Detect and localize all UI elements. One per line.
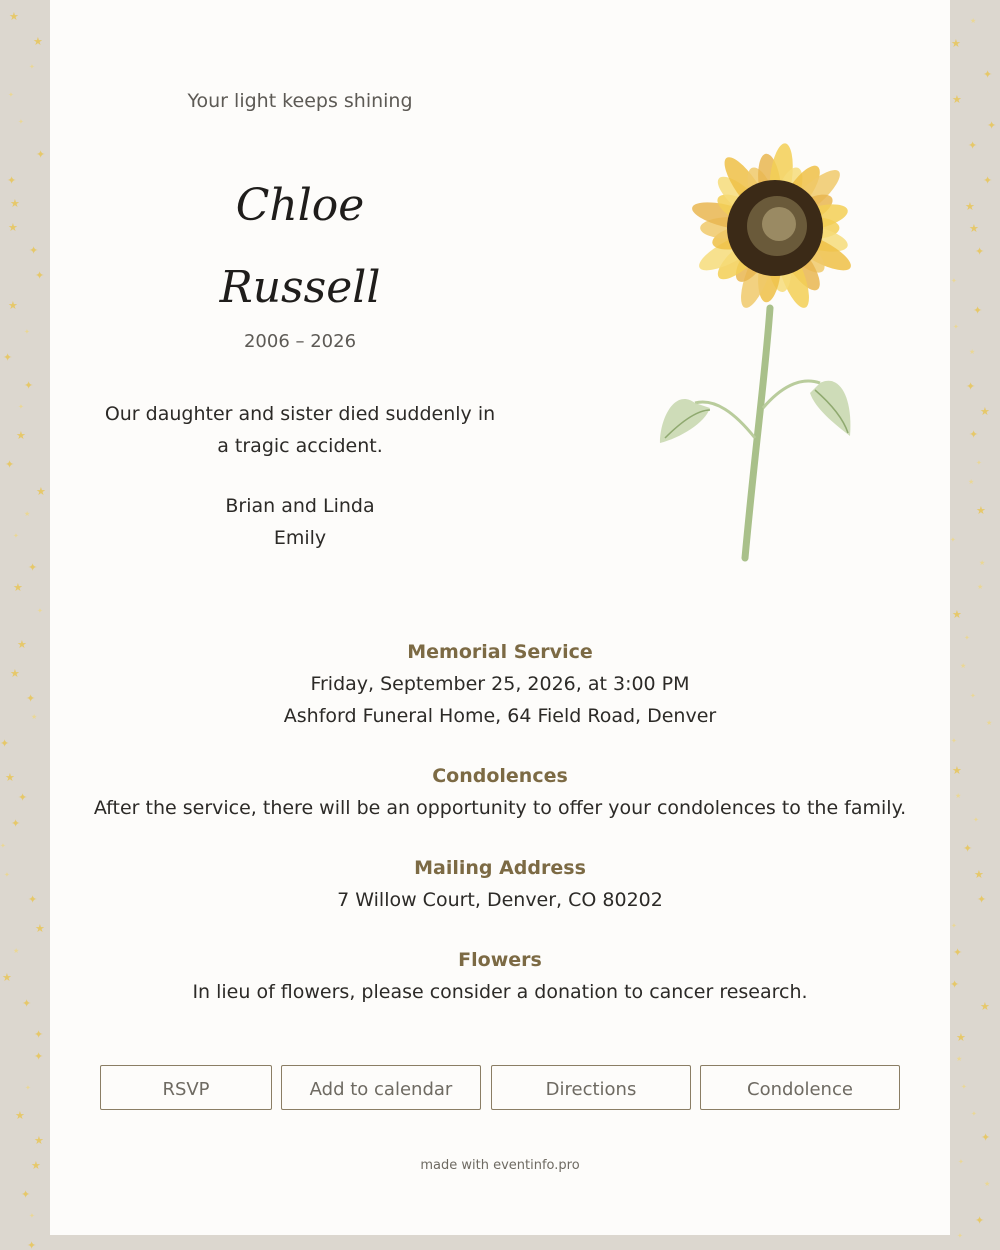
action-buttons: [50, 1065, 950, 1112]
last-name: Russell: [219, 262, 381, 313]
star-icon: ★: [5, 771, 15, 784]
add-to-calendar-button[interactable]: Add to calendar: [281, 1065, 481, 1110]
star-icon: ✦: [22, 997, 32, 1010]
star-icon: ★: [986, 719, 993, 727]
memorial-service-section: [50, 636, 950, 732]
rsvp-button[interactable]: RSVP: [100, 1065, 272, 1110]
condolences-title: Condolences: [432, 765, 568, 787]
star-icon: ✦: [25, 1084, 31, 1092]
star-icon: ★: [977, 583, 984, 591]
star-icon: ✦: [34, 1028, 44, 1041]
star-icon: ✦: [24, 328, 30, 336]
star-icon: ★: [970, 17, 977, 25]
star-icon: ✦: [953, 323, 959, 331]
star-icon: ★: [960, 662, 967, 670]
tagline: Your light keeps shining: [187, 90, 413, 112]
first-name: Chloe: [235, 180, 365, 231]
memorial-service-location: Ashford Funeral Home, 64 Field Road, Denver: [283, 705, 717, 727]
star-icon: ★: [13, 581, 23, 594]
star-icon: ✦: [971, 1110, 977, 1118]
star-icon: ★: [34, 1134, 44, 1147]
star-icon: ✦: [27, 1239, 37, 1250]
condolence-button[interactable]: Condolence: [700, 1065, 900, 1110]
star-icon: ✦: [950, 978, 960, 991]
star-icon: ✦: [981, 1131, 991, 1144]
star-icon: ✦: [4, 871, 10, 879]
star-icon: ✦: [34, 1050, 44, 1063]
star-icon: ★: [969, 222, 979, 235]
star-icon: ★: [15, 1109, 25, 1122]
star-icon: ✦: [973, 304, 983, 317]
sunflower-illustration: [605, 118, 855, 568]
star-icon: ✦: [8, 91, 14, 99]
star-icon: ✦: [35, 269, 45, 282]
star-icon: ✦: [18, 791, 28, 804]
star-icon: ✦: [29, 1212, 35, 1220]
star-icon: ✦: [28, 561, 38, 574]
mailing-address-title: Mailing Address: [414, 857, 586, 879]
star-icon: ★: [9, 10, 19, 23]
star-icon: ✦: [975, 245, 985, 258]
star-icon: ✦: [951, 737, 957, 745]
star-icon: ★: [969, 348, 976, 356]
star-icon: ✦: [0, 842, 6, 850]
memorial-message: Our daughter and sister died suddenly in a tragic accident.: [104, 403, 496, 457]
star-icon: ✦: [37, 607, 43, 615]
star-icon: ★: [8, 221, 18, 234]
star-icon: ★: [36, 485, 46, 498]
star-icon: ★: [8, 299, 18, 312]
star-icon: ✦: [18, 403, 24, 411]
star-icon: ✦: [21, 1188, 31, 1201]
life-years: 2006 – 2026: [243, 331, 357, 352]
star-icon: ✦: [13, 532, 19, 540]
right-star-border: [950, 0, 1000, 1250]
star-icon: ✦: [964, 634, 970, 642]
star-icon: ✦: [987, 119, 997, 132]
star-icon: ★: [965, 200, 975, 213]
star-icon: ★: [980, 1000, 990, 1013]
star-icon: ✦: [28, 893, 38, 906]
star-icon: ★: [955, 792, 962, 800]
star-icon: ★: [984, 1180, 991, 1188]
condolences-section: [50, 760, 950, 824]
star-icon: ✦: [976, 459, 982, 467]
star-icon: ✦: [950, 536, 956, 544]
footer-credit[interactable]: made with eventinfo.pro: [420, 1158, 580, 1173]
star-icon: ★: [952, 608, 962, 621]
star-icon: ★: [952, 764, 962, 777]
star-icon: ✦: [7, 174, 17, 187]
condolences-text: After the service, there will be an opportunity to offer your condolences to the family.: [93, 797, 907, 819]
star-icon: ★: [10, 197, 20, 210]
star-icon: ✦: [975, 1214, 985, 1227]
star-icon: ✦: [983, 68, 993, 81]
star-icon: ✦: [29, 244, 39, 257]
star-icon: ★: [17, 638, 27, 651]
star-icon: ✦: [958, 1158, 964, 1166]
star-icon: ✦: [961, 1083, 967, 1091]
star-icon: ✦: [970, 692, 976, 700]
mailing-address-section: [50, 852, 950, 916]
star-icon: ★: [35, 922, 45, 935]
family-sibling: Emily: [273, 527, 327, 549]
family-parents: Brian and Linda: [225, 495, 375, 517]
star-icon: ✦: [5, 458, 15, 471]
flowers-section: [50, 944, 950, 1008]
star-icon: ✦: [29, 63, 35, 71]
star-icon: ★: [24, 510, 31, 518]
star-icon: ★: [33, 35, 43, 48]
star-icon: ✦: [951, 922, 957, 930]
star-icon: ✦: [26, 692, 36, 705]
star-icon: ✦: [24, 379, 34, 392]
star-icon: ✦: [973, 816, 979, 824]
star-icon: ✦: [953, 946, 963, 959]
star-icon: ★: [951, 37, 961, 50]
memorial-service-title: Memorial Service: [407, 641, 593, 663]
star-icon: ★: [31, 713, 38, 721]
star-icon: ✦: [3, 351, 13, 364]
star-icon: ★: [980, 405, 990, 418]
star-icon: ✦: [957, 1232, 963, 1240]
star-icon: ✦: [11, 817, 21, 830]
star-icon: ★: [968, 478, 975, 486]
star-icon: ★: [952, 93, 962, 106]
star-icon: ✦: [18, 118, 24, 126]
star-icon: ✦: [977, 893, 987, 906]
star-icon: ✦: [966, 380, 976, 393]
star-icon: ✦: [963, 842, 973, 855]
memorial-card: [50, 0, 950, 1235]
star-icon: ★: [16, 429, 26, 442]
memorial-service-date: Friday, September 25, 2026, at 3:00 PM: [310, 673, 690, 695]
star-icon: ✦: [968, 139, 978, 152]
family-names: [100, 490, 500, 554]
star-icon: ★: [976, 504, 986, 517]
mailing-address-text: 7 Willow Court, Denver, CO 80202: [337, 889, 663, 911]
star-icon: ★: [31, 1159, 41, 1172]
star-icon: ✦: [36, 148, 46, 161]
star-icon: ★: [979, 559, 986, 567]
left-star-border: [0, 0, 50, 1250]
star-icon: ✦: [969, 428, 979, 441]
star-icon: ✦: [0, 737, 10, 750]
flowers-title: Flowers: [458, 949, 542, 971]
star-icon: ★: [956, 1031, 966, 1044]
star-icon: ★: [956, 1055, 963, 1063]
star-icon: ★: [13, 947, 20, 955]
star-icon: ★: [10, 667, 20, 680]
star-icon: ★: [2, 971, 12, 984]
star-icon: ✦: [983, 174, 993, 187]
star-icon: ★: [974, 868, 984, 881]
flowers-text: In lieu of flowers, please consider a donation to cancer research.: [192, 981, 808, 1003]
star-icon: ✦: [951, 277, 957, 285]
directions-button[interactable]: Directions: [491, 1065, 691, 1110]
